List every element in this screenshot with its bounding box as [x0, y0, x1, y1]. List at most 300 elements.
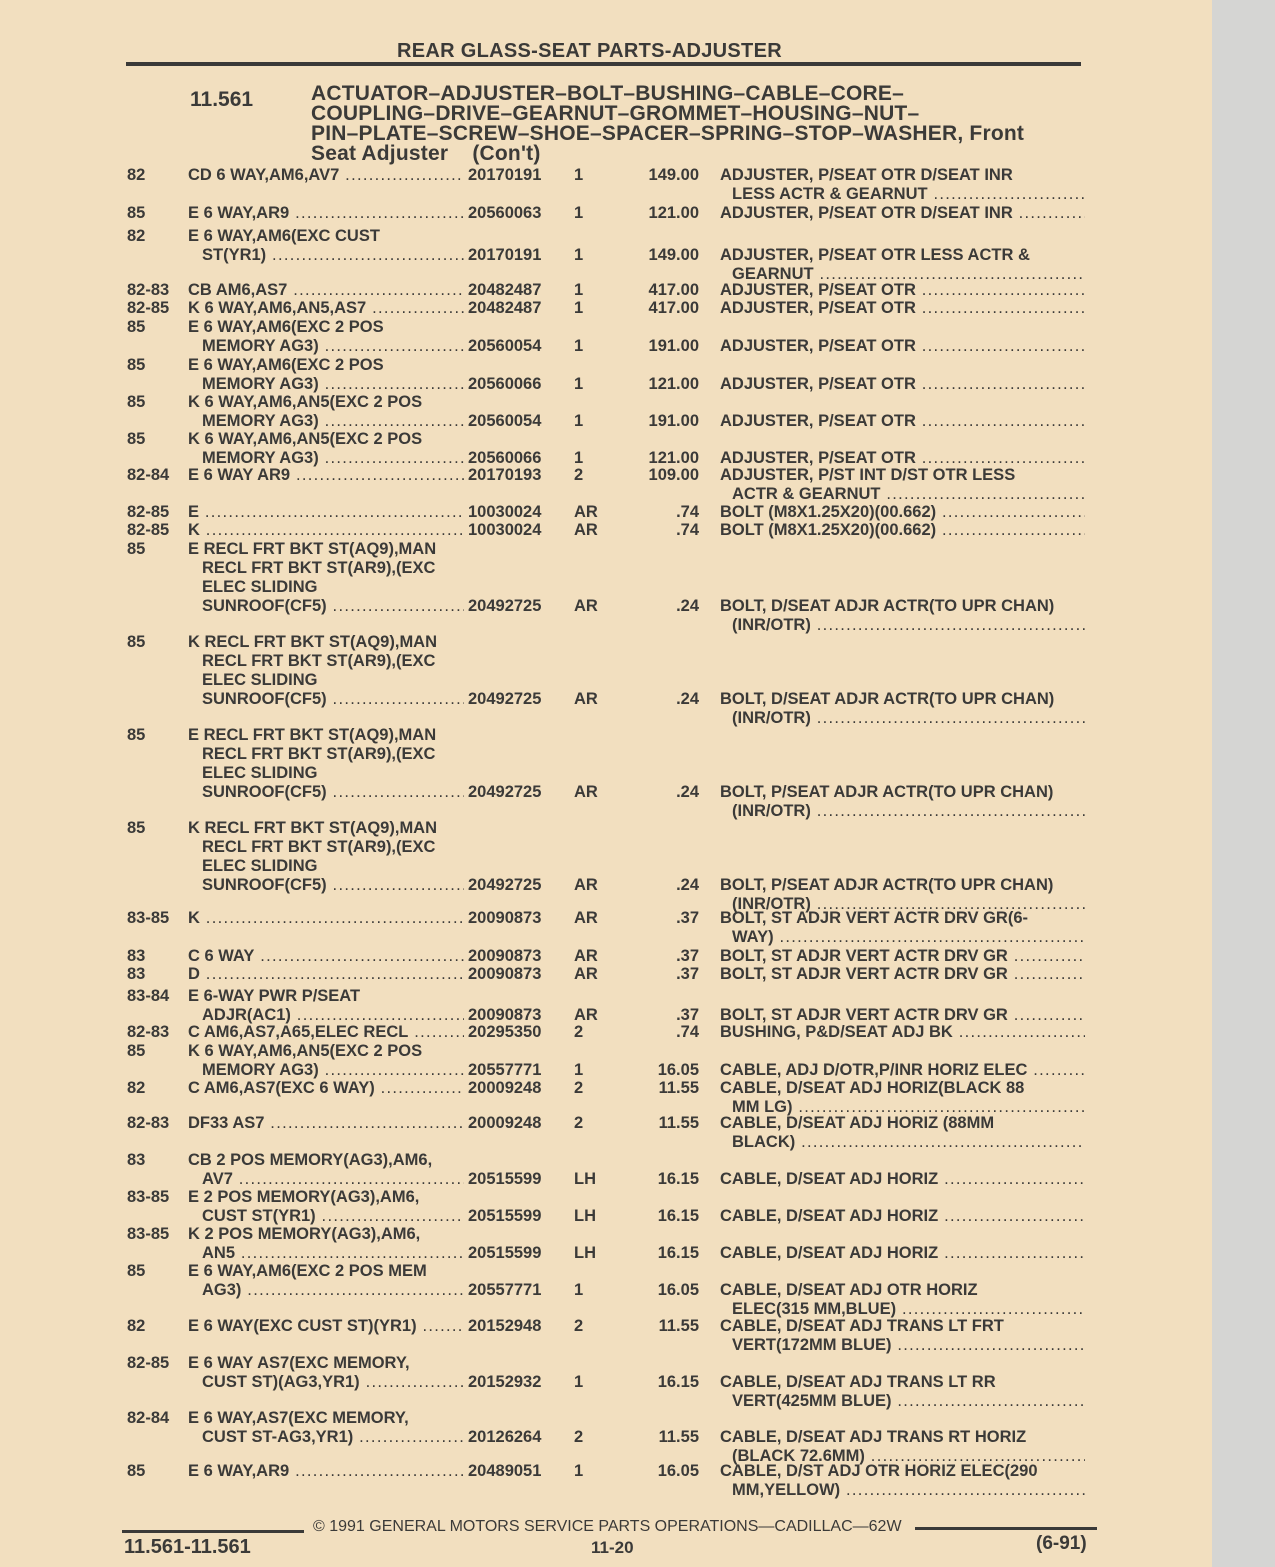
parts-entry: [0, 521, 1212, 540]
parts-entry: [0, 540, 1212, 634]
entry-year: 85: [127, 318, 146, 336]
part-name-line: BOLT, ST ADJR VERT ACTR DRV GR .....: [720, 947, 1085, 966]
entry-quantity: 2: [574, 1428, 584, 1446]
entry-year: 82-83: [127, 281, 170, 299]
entry-year: 83-84: [127, 987, 170, 1005]
part-name-line: BOLT (M8X1.25X20)(00.662) .....: [720, 521, 1085, 540]
parts-entry: [0, 204, 1212, 223]
part-name-line: GEARNUT .....: [720, 265, 1085, 284]
entry-part-number: 20295350: [468, 1023, 542, 1041]
entry-part-name: [720, 1244, 1085, 1263]
entry-price: .74: [676, 521, 699, 539]
entry-description: [188, 1023, 464, 1042]
entry-year: 85: [127, 430, 146, 448]
entry-quantity: AR: [574, 503, 598, 521]
part-name-line: BOLT, P/SEAT ADJR ACTR(TO UPR CHAN): [720, 876, 1054, 894]
description-line: ADJR(AC1) .....: [188, 1006, 464, 1025]
part-name-line: CABLE, D/SEAT ADJ HORIZ (88MM: [720, 1114, 995, 1132]
part-name-line: ADJUSTER, P/SEAT OTR D/SEAT INR: [720, 166, 1013, 184]
entry-price: 149.00: [648, 166, 699, 184]
part-name-line: CABLE, D/SEAT ADJ HORIZ .....: [720, 1170, 1085, 1189]
description-line: RECL FRT BKT ST(AR9),(EXC: [202, 652, 436, 670]
entry-price: 121.00: [648, 449, 699, 467]
description-line: E 6 WAY(EXC CUST ST)(YR1) .....: [188, 1317, 464, 1336]
parts-entry: [0, 1317, 1212, 1355]
entry-price: .37: [676, 947, 699, 965]
parts-entry: [0, 909, 1212, 947]
entry-part-number: 20515599: [468, 1170, 542, 1188]
entry-quantity: 1: [574, 1373, 584, 1391]
section-number: 11.561: [190, 88, 254, 111]
entry-description: [188, 1079, 464, 1098]
entry-quantity: 1: [574, 449, 584, 467]
entry-part-number: 20009248: [468, 1079, 542, 1097]
part-name-line: CABLE, D/SEAT ADJ OTR HORIZ: [720, 1281, 978, 1299]
footer-page-number: 11-20: [591, 1538, 634, 1557]
parts-entry: [0, 466, 1212, 504]
parts-entry: [0, 819, 1212, 913]
entry-part-name: [720, 521, 1085, 540]
description-line: K .....: [188, 521, 464, 540]
entry-price: 149.00: [648, 246, 699, 264]
entry-description: [188, 1225, 464, 1263]
entry-part-name: [720, 947, 1085, 966]
entry-price: .24: [676, 690, 699, 708]
entry-price: 16.15: [657, 1373, 699, 1391]
description-line: RECL FRT BKT ST(AR9),(EXC: [202, 745, 436, 763]
description-line: K 6 WAY,AM6,AN5(EXC 2 POS: [188, 430, 423, 448]
description-line: C 6 WAY .....: [188, 947, 464, 966]
entry-price: 121.00: [648, 204, 699, 222]
description-line: E 6 WAY,AS7(EXC MEMORY,: [188, 1409, 409, 1427]
entry-quantity: 1: [574, 204, 584, 222]
description-line: CB 2 POS MEMORY(AG3),AM6,: [188, 1151, 433, 1169]
part-name-line: BOLT, ST ADJR VERT ACTR DRV GR(6-: [720, 909, 1029, 927]
entry-year: 83-85: [127, 1188, 170, 1206]
parts-entry: [0, 726, 1212, 820]
parts-entry: [0, 1114, 1212, 1152]
entry-part-name: [720, 375, 1085, 394]
entry-part-name: [720, 597, 1085, 635]
entry-price: .24: [676, 783, 699, 801]
description-line: E 6 WAY AR9 .....: [188, 466, 464, 485]
parts-entry: [0, 1079, 1212, 1117]
entry-part-number: 20492725: [468, 690, 542, 708]
entry-part-name: [720, 299, 1085, 318]
entry-part-number: 20170191: [468, 166, 542, 184]
description-line: E 6 WAY,AM6(EXC 2 POS MEM: [188, 1262, 427, 1280]
footer-rule-left: [122, 1530, 304, 1533]
entry-part-number: 20152948: [468, 1317, 542, 1335]
part-name-line: BOLT, P/SEAT ADJR ACTR(TO UPR CHAN): [720, 783, 1054, 801]
description-line: D .....: [188, 965, 464, 984]
footer-rule-right: [915, 1527, 1097, 1530]
description-line: AG3) .....: [188, 1281, 464, 1300]
description-line: E RECL FRT BKT ST(AQ9),MAN: [188, 540, 437, 558]
entry-description: [188, 1114, 464, 1133]
footer-section-range: 11.561-11.561: [124, 1536, 251, 1558]
part-name-line: (INR/OTR) .....: [720, 709, 1085, 728]
entry-quantity: 1: [574, 299, 584, 317]
part-name-line: (INR/OTR) .....: [720, 802, 1085, 821]
part-name-line: CABLE, D/SEAT ADJ TRANS LT FRT: [720, 1317, 1004, 1335]
entry-year: 85: [127, 726, 146, 744]
entry-quantity: 2: [574, 466, 584, 484]
entry-part-name: [720, 909, 1085, 947]
entry-description: [188, 987, 464, 1025]
description-line: RECL FRT BKT ST(AR9),(EXC: [202, 559, 436, 577]
description-line: C AM6,AS7,A65,ELEC RECL .....: [188, 1023, 464, 1042]
description-line: CUST ST(YR1) .....: [188, 1207, 464, 1226]
description-line: E 6 WAY AS7(EXC MEMORY,: [188, 1354, 410, 1372]
entry-description: [188, 909, 464, 928]
entry-year: 82: [127, 166, 146, 184]
description-line: AN5 .....: [188, 1244, 464, 1263]
part-name-line: (BLACK 72.6MM) .....: [720, 1447, 1085, 1466]
entry-price: .74: [676, 1023, 699, 1041]
entry-description: [188, 430, 464, 468]
entry-part-number: 20090873: [468, 1006, 542, 1024]
entry-part-name: [720, 1281, 1085, 1319]
entry-quantity: 2: [574, 1023, 584, 1041]
entry-quantity: LH: [574, 1170, 596, 1188]
part-name-line: BOLT (M8X1.25X20)(00.662) .....: [720, 503, 1085, 522]
entry-part-number: 20492725: [468, 597, 542, 615]
description-line: E 6-WAY PWR P/SEAT: [188, 987, 361, 1005]
entry-year: 82-83: [127, 1114, 170, 1132]
part-name-line: BOLT, ST ADJR VERT ACTR DRV GR .....: [720, 1006, 1085, 1025]
entry-part-name: [720, 1207, 1085, 1226]
entry-year: 85: [127, 1462, 146, 1480]
description-line: RECL FRT BKT ST(AR9),(EXC: [202, 838, 436, 856]
entry-year: 85: [127, 393, 146, 411]
entry-description: [188, 166, 464, 185]
entry-part-number: 20560066: [468, 375, 542, 393]
description-line: E .....: [188, 503, 464, 522]
description-line: SUNROOF(CF5) .....: [188, 690, 464, 709]
description-line: CUST ST)(AG3,YR1) .....: [188, 1373, 464, 1392]
parts-entry: [0, 947, 1212, 966]
entry-part-name: [720, 466, 1085, 504]
entry-year: 83-85: [127, 909, 170, 927]
entry-description: [188, 299, 464, 318]
entry-year: 82-85: [127, 503, 170, 521]
entry-part-number: 20492725: [468, 876, 542, 894]
description-line: MEMORY AG3) .....: [188, 1061, 464, 1080]
entry-quantity: LH: [574, 1207, 596, 1225]
entry-quantity: AR: [574, 690, 598, 708]
entry-year: 85: [127, 540, 146, 558]
description-line: E RECL FRT BKT ST(AQ9),MAN: [188, 726, 437, 744]
entry-description: [188, 227, 464, 265]
entry-part-name: [720, 1114, 1085, 1152]
description-line: CB AM6,AS7 .....: [188, 281, 464, 300]
entry-price: 11.55: [658, 1079, 699, 1097]
entry-description: [188, 965, 464, 984]
part-name-line: ADJUSTER, P/SEAT OTR D/SEAT INR .....: [720, 204, 1085, 223]
entry-year: 82-85: [127, 299, 170, 317]
part-name-line: MM,YELLOW) .....: [720, 1481, 1085, 1500]
description-line: ELEC SLIDING: [202, 857, 318, 875]
part-name-line: ACTR & GEARNUT .....: [720, 485, 1085, 504]
entry-part-name: [720, 1317, 1085, 1355]
parts-entry: [0, 430, 1212, 468]
entry-quantity: AR: [574, 947, 598, 965]
entry-quantity: 1: [574, 337, 584, 355]
entry-part-number: 20009248: [468, 1114, 542, 1132]
entry-description: [188, 1317, 464, 1336]
entry-year: 83: [127, 965, 146, 983]
entry-part-number: 20090873: [468, 947, 542, 965]
parts-entry: [0, 1023, 1212, 1042]
entry-quantity: 1: [574, 375, 584, 393]
part-name-line: CABLE, D/SEAT ADJ HORIZ(BLACK 88: [720, 1079, 1025, 1097]
parts-entry: [0, 227, 1212, 283]
entry-part-number: 10030024: [468, 521, 542, 539]
entry-part-name: [720, 1061, 1085, 1080]
entry-price: .24: [676, 876, 699, 894]
parts-entry: [0, 1354, 1212, 1410]
entry-price: 16.05: [657, 1462, 699, 1480]
entry-description: [188, 1409, 464, 1447]
part-name-line: BOLT, D/SEAT ADJR ACTR(TO UPR CHAN): [720, 690, 1055, 708]
description-line: E 6 WAY,AR9 .....: [188, 1462, 464, 1481]
entry-description: [188, 393, 464, 431]
parts-entry: [0, 1151, 1212, 1189]
entry-year: 83: [127, 947, 146, 965]
entry-year: 82-83: [127, 1023, 170, 1041]
entry-description: [188, 1462, 464, 1481]
part-name-line: BOLT, ST ADJR VERT ACTR DRV GR .....: [720, 965, 1085, 984]
part-name-line: CABLE, D/SEAT ADJ TRANS LT RR: [720, 1373, 996, 1391]
parts-entry: [0, 393, 1212, 431]
entry-description: [188, 633, 464, 709]
part-name-line: CABLE, D/ST ADJ OTR HORIZ ELEC(290: [720, 1462, 1038, 1480]
entry-price: 16.05: [657, 1281, 699, 1299]
part-name-line: CABLE, D/SEAT ADJ HORIZ .....: [720, 1244, 1085, 1263]
entry-description: [188, 466, 464, 485]
entry-description: [188, 540, 464, 616]
part-name-line: ADJUSTER, P/ST INT D/ST OTR LESS: [720, 466, 1016, 484]
entry-part-name: [720, 1170, 1085, 1189]
entry-year: 82-84: [127, 466, 170, 484]
entry-quantity: 1: [574, 1281, 584, 1299]
description-line: K 2 POS MEMORY(AG3),AM6,: [188, 1225, 421, 1243]
description-line: MEMORY AG3) .....: [188, 337, 464, 356]
entry-price: 191.00: [648, 412, 699, 430]
entry-price: 417.00: [648, 281, 699, 299]
part-name-line: (INR/OTR) .....: [720, 895, 1085, 914]
part-name-line: VERT(172MM BLUE) .....: [720, 1336, 1085, 1355]
part-name-line: ADJUSTER, P/SEAT OTR .....: [720, 449, 1085, 468]
entry-part-name: [720, 337, 1085, 356]
entry-year: 85: [127, 1262, 146, 1280]
entry-price: 16.05: [657, 1061, 699, 1079]
entry-year: 85: [127, 633, 146, 651]
description-line: SUNROOF(CF5) .....: [188, 597, 464, 616]
description-line: E 6 WAY,AR9 .....: [188, 204, 464, 223]
description-line: SUNROOF(CF5) .....: [188, 783, 464, 802]
entry-description: [188, 1188, 464, 1226]
entry-part-number: 20515599: [468, 1244, 542, 1262]
part-name-line: ADJUSTER, P/SEAT OTR LESS ACTR &: [720, 246, 1030, 264]
entry-description: [188, 1262, 464, 1300]
parts-entry: [0, 1042, 1212, 1080]
parts-entry: [0, 965, 1212, 984]
entry-quantity: LH: [574, 1244, 596, 1262]
entry-part-name: [720, 166, 1085, 204]
description-line: MEMORY AG3) .....: [188, 412, 464, 431]
entry-price: .24: [676, 597, 699, 615]
entry-quantity: AR: [574, 876, 598, 894]
part-name-line: WAY) .....: [720, 928, 1085, 947]
entry-price: 121.00: [648, 375, 699, 393]
entry-part-number: 20560054: [468, 412, 542, 430]
entry-part-number: 20560063: [468, 204, 542, 222]
parts-entry: [0, 503, 1212, 522]
entry-part-number: 20090873: [468, 965, 542, 983]
entry-year: 83: [127, 1151, 146, 1169]
entry-price: 11.55: [658, 1428, 699, 1446]
description-line: E 6 WAY,AM6(EXC 2 POS: [188, 356, 384, 374]
parts-entry: [0, 281, 1212, 300]
part-name-line: CABLE, ADJ D/OTR,P/INR HORIZ ELEC .....: [720, 1061, 1085, 1080]
entry-part-name: [720, 1428, 1085, 1466]
description-line: ELEC SLIDING: [202, 764, 318, 782]
description-line: DF33 AS7 .....: [188, 1114, 464, 1133]
entry-part-name: [720, 503, 1085, 522]
entry-year: 85: [127, 204, 146, 222]
parts-entry: [0, 299, 1212, 318]
parts-entry: [0, 1188, 1212, 1226]
entry-part-name: [720, 783, 1085, 821]
entry-part-name: [720, 281, 1085, 300]
entry-description: [188, 521, 464, 540]
entry-quantity: 1: [574, 246, 584, 264]
parts-entry: [0, 356, 1212, 394]
entry-part-number: 20170191: [468, 246, 542, 264]
entry-year: 82-85: [127, 521, 170, 539]
parts-entry: [0, 318, 1212, 356]
entry-part-name: [720, 246, 1085, 284]
entry-part-number: 20482487: [468, 299, 542, 317]
description-line: MEMORY AG3) .....: [188, 449, 464, 468]
entry-part-name: [720, 412, 1085, 431]
part-name-line: ADJUSTER, P/SEAT OTR .....: [720, 375, 1085, 394]
description-line: E 2 POS MEMORY(AG3),AM6,: [188, 1188, 420, 1206]
entry-description: [188, 1151, 464, 1189]
entry-part-number: 20170193: [468, 466, 542, 484]
description-line: K RECL FRT BKT ST(AQ9),MAN: [188, 819, 438, 837]
entry-quantity: AR: [574, 597, 598, 615]
entry-price: 16.15: [657, 1170, 699, 1188]
section-title: ACTUATOR–ADJUSTER–BOLT–BUSHING–CABLE–CORE– COUPLING–DRIVE–GEARNUT–GROMMET–HOUSING–NUT– PIN–PLATE–SCREW–SHOE–SPACER–SPRING–STOP–WASHER, Front Seat Adjuster (Con't): [311, 82, 1025, 165]
entry-part-number: 20492725: [468, 783, 542, 801]
parts-entry: [0, 166, 1212, 204]
entry-part-name: [720, 1079, 1085, 1117]
entry-year: 83-85: [127, 1225, 170, 1243]
entry-part-number: 20126264: [468, 1428, 542, 1446]
entry-quantity: AR: [574, 965, 598, 983]
entry-part-number: 20560054: [468, 337, 542, 355]
entry-description: [188, 281, 464, 300]
entry-quantity: 2: [574, 1317, 584, 1335]
entry-description: [188, 1354, 464, 1392]
entry-year: 85: [127, 356, 146, 374]
entry-price: .74: [676, 503, 699, 521]
entry-quantity: 1: [574, 1061, 584, 1079]
parts-entry: [0, 1409, 1212, 1465]
description-line: C AM6,AS7(EXC 6 WAY) .....: [188, 1079, 464, 1098]
entry-year: 82: [127, 1317, 146, 1335]
entry-description: [188, 503, 464, 522]
part-name-line: ADJUSTER, P/SEAT OTR .....: [720, 299, 1085, 318]
entry-quantity: AR: [574, 783, 598, 801]
page-title: REAR GLASS-SEAT PARTS-ADJUSTER: [397, 40, 782, 62]
description-line: ELEC SLIDING: [202, 671, 318, 689]
part-name-line: BOLT, D/SEAT ADJR ACTR(TO UPR CHAN): [720, 597, 1055, 615]
part-name-line: ADJUSTER, P/SEAT OTR .....: [720, 337, 1085, 356]
entry-part-name: [720, 1023, 1085, 1042]
entry-description: [188, 318, 464, 356]
description-line: ELEC SLIDING: [202, 578, 318, 596]
entry-year: 85: [127, 819, 146, 837]
entry-quantity: 1: [574, 166, 584, 184]
entry-part-number: 20152932: [468, 1373, 542, 1391]
entry-part-number: 10030024: [468, 503, 542, 521]
parts-entry: [0, 987, 1212, 1025]
entry-quantity: 1: [574, 1462, 584, 1480]
description-line: CUST ST-AG3,YR1) .....: [188, 1428, 464, 1447]
entry-price: 11.55: [658, 1317, 699, 1335]
part-name-line: VERT(425MM BLUE) .....: [720, 1392, 1085, 1411]
entry-description: [188, 1042, 464, 1080]
description-line: E 6 WAY,AM6(EXC CUST: [188, 227, 380, 245]
entry-quantity: 1: [574, 281, 584, 299]
description-line: ST(YR1) .....: [188, 246, 464, 265]
entry-part-number: 20482487: [468, 281, 542, 299]
description-line: K RECL FRT BKT ST(AQ9),MAN: [188, 633, 438, 651]
part-name-line: MM LG) .....: [720, 1098, 1085, 1117]
description-line: MEMORY AG3) .....: [188, 375, 464, 394]
entry-price: 16.15: [657, 1244, 699, 1262]
description-line: CD 6 WAY,AM6,AV7 .....: [188, 166, 464, 185]
entry-price: 11.55: [658, 1114, 699, 1132]
entry-description: [188, 819, 464, 895]
description-line: K 6 WAY,AM6,AN5(EXC 2 POS: [188, 1042, 423, 1060]
entry-quantity: AR: [574, 521, 598, 539]
entry-price: 16.15: [657, 1207, 699, 1225]
entry-part-number: 20557771: [468, 1061, 542, 1079]
entry-quantity: 1: [574, 412, 584, 430]
entry-quantity: 2: [574, 1079, 584, 1097]
part-name-line: CABLE, D/SEAT ADJ HORIZ .....: [720, 1207, 1085, 1226]
entry-year: 82-85: [127, 1354, 170, 1372]
part-name-line: BUSHING, P&D/SEAT ADJ BK .....: [720, 1023, 1085, 1042]
entry-part-name: [720, 690, 1085, 728]
footer-date: (6-91): [1036, 1533, 1087, 1554]
description-line: K 6 WAY,AM6,AN5(EXC 2 POS: [188, 393, 423, 411]
entry-part-number: 20489051: [468, 1462, 542, 1480]
entry-part-name: [720, 204, 1085, 223]
part-name-line: LESS ACTR & GEARNUT .....: [720, 185, 1085, 204]
entry-part-number: 20560066: [468, 449, 542, 467]
entry-part-name: [720, 965, 1085, 984]
entry-price: .37: [676, 1006, 699, 1024]
entry-year: 82-84: [127, 1409, 170, 1427]
entry-year: 85: [127, 1042, 146, 1060]
entry-price: .37: [676, 965, 699, 983]
